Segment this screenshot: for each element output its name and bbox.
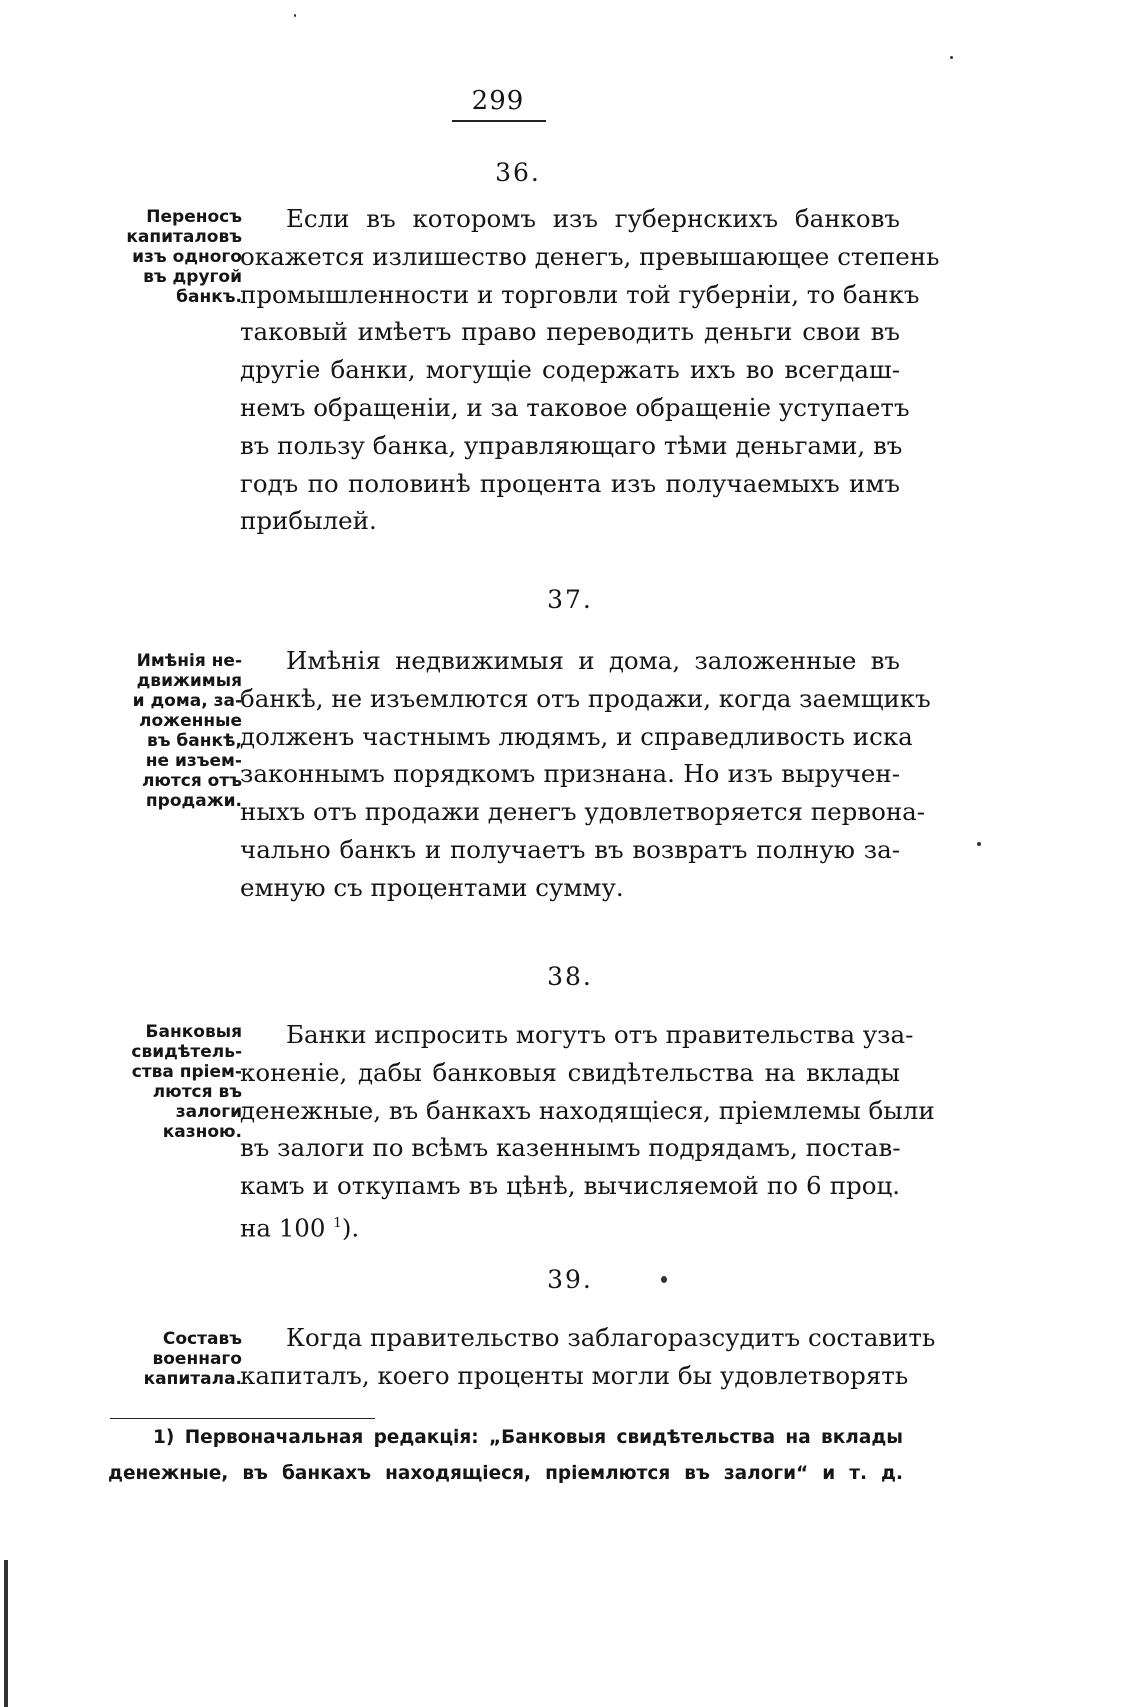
text-line: промышленности и торговли той губерніи, то банкъ <box>240 279 920 309</box>
text-line: законнымъ порядкомъ признана. Но изъ выручен- <box>240 759 900 789</box>
section-number: 37. <box>547 585 593 614</box>
text-line: денежные, въ банкахъ находящіеся, пріемлемы были <box>240 1095 935 1125</box>
text-line: капиталъ, коего проценты могли бы удовлетворять <box>240 1360 909 1390</box>
text-line: ныхъ отъ продажи денегъ удовлетворяется первона- <box>240 797 926 827</box>
margin-note: Составъ военнаго капитала. <box>143 1329 242 1389</box>
text-line: таковый имѣетъ право переводить деньги свои въ <box>240 317 900 347</box>
speck <box>661 1276 667 1283</box>
margin-note: Банковыя свидѣтель- ства пріем- лются въ залоги казною. <box>131 1022 242 1142</box>
text-line: камъ и откупамъ въ цѣнѣ, вычисляемой по 6 проц. <box>240 1171 900 1201</box>
text-line: въ пользу банка, управляющаго тѣми деньгами, въ <box>240 430 903 460</box>
section-number: 39. <box>547 1265 593 1294</box>
text-line: въ залоги по всѣмъ казеннымъ подрядамъ, постав- <box>240 1133 901 1163</box>
paragraph <box>240 642 931 907</box>
text-line: Имѣнія недвижимыя и дома, заложенные въ <box>286 646 900 675</box>
paragraph <box>240 200 940 540</box>
text-line: Банки испросить могутъ отъ правительства уза- <box>286 1020 914 1049</box>
footnote <box>108 1420 903 1492</box>
section-number: 36. <box>495 158 541 187</box>
text-line: долженъ частнымъ людямъ, и справедливость иска <box>240 721 913 751</box>
text-line: прибылей. <box>240 506 377 536</box>
text-line: Если въ которомъ изъ губернскихъ банковъ <box>286 204 900 233</box>
text-line: коненіе, дабы банковыя свидѣтельства на вклады <box>240 1057 900 1087</box>
footnote-line: 1) Первоначальная редакція: „Банковыя свидѣтельства на вклады <box>153 1427 903 1448</box>
section-number: 38. <box>547 962 593 991</box>
margin-note: Переносъ капиталовъ изъ одного въ другой банкъ. <box>126 207 242 307</box>
scan-edge-bar <box>4 1560 8 1707</box>
text-line: банкѣ, не изъемлются отъ продажи, когда заемщикъ <box>240 683 931 713</box>
text-line: немъ обращеніи, и за таковое обращеніе уступаетъ <box>240 392 910 422</box>
footnote-line: денежные, въ банкахъ находящіеся, пріемлются въ залоги“ и т. д. <box>108 1463 903 1484</box>
text-line: чально банкъ и получаетъ въ возвратъ полную за- <box>240 834 900 864</box>
paragraph <box>240 1319 936 1395</box>
footnote-marker: 1 <box>333 1214 342 1231</box>
speck <box>977 842 981 846</box>
page-number: 299 <box>471 86 525 116</box>
text-line: Когда правительство заблагоразсудитъ составить <box>286 1323 936 1352</box>
speck <box>950 56 953 59</box>
footnote-rule <box>110 1418 375 1419</box>
speck <box>294 14 296 17</box>
margin-note: Имѣнія не- движимыя и дома, за- ложенные въ банкѣ, не изъем- лются отъ продажи. <box>132 651 242 811</box>
text-line: окажется излишество денегъ, превышающее степень <box>240 241 940 271</box>
page-number-rule <box>452 120 546 122</box>
text-line: на 100 $^1$). <box>240 1213 360 1243</box>
paragraph <box>240 1016 935 1247</box>
text-line: годъ по половинѣ процента изъ получаемыхъ имъ <box>240 468 900 498</box>
text-line: емную съ процентами сумму. <box>240 872 624 902</box>
text-line: другіе банки, могущіе содержать ихъ во всегдаш- <box>240 355 900 385</box>
